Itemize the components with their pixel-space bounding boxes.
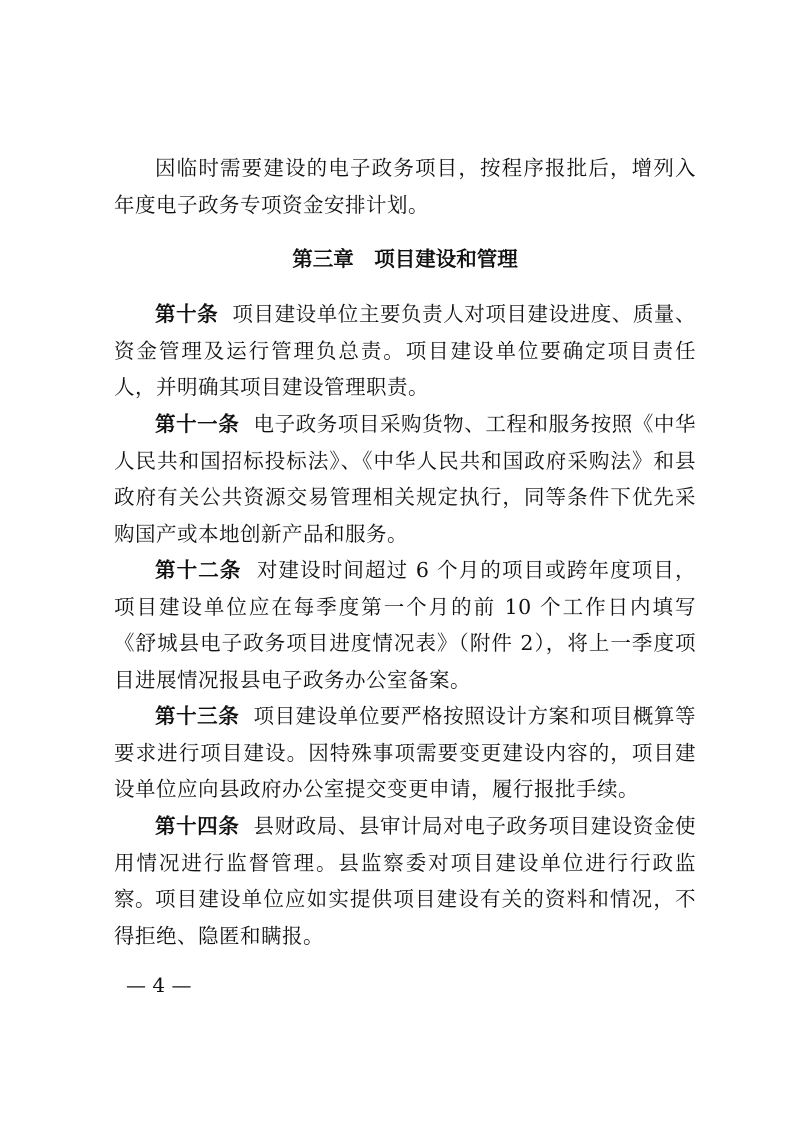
article-label: 第十条 [155, 302, 219, 326]
article-label: 第十三条 [155, 704, 240, 728]
article-11 [114, 406, 696, 552]
article-text: 对建设时间超过 6 个月的项目或跨年度项目，项目建设单位应在每季度第一个月的前 10 个工作日内填写《舒城县电子政务项目进度情况表》（附件 2），将上一季度项目进展情况报县电子政务办公室备案。 [114, 558, 696, 692]
article-text: 电子政务项目采购货物、工程和服务按照《中华人民共和国招标投标法》、《中华人民共和国政府采购法》和县政府有关公共资源交易管理相关规定执行，同等条件下优先采购国产或本地创新产品和服务。 [114, 412, 697, 546]
page-number: — 4 — [126, 973, 192, 997]
article-10 [114, 296, 696, 406]
chapter-heading: 第三章 项目建设和管理 [292, 247, 518, 271]
article-text: 项目建设单位要严格按照设计方案和项目概算等要求进行项目建设。因特殊事项需要变更建设内容的，项目建设单位应向县政府办公室提交变更申请，履行报批手续。 [114, 704, 697, 801]
paragraph-closing [114, 881, 696, 954]
paragraph-intro [114, 150, 696, 223]
article-label: 第十二条 [155, 558, 242, 582]
article-text: 项目建设单位主要负责人对项目建设进度、质量、资金管理及运行管理负总责。项目建设单位要确定项目责任人，并明确其项目建设管理职责。 [114, 302, 696, 399]
article-13 [114, 698, 696, 808]
article-text: 县财政局、县审计局对电子政务项目建设资金使用情况进行监督管理。县监察委对项目建设单位进行行政监察。 [114, 814, 697, 911]
paragraph-text: 因临时需要建设的电子政务项目，按程序报批后，增列入年度电子政务专项资金安排计划。 [114, 156, 696, 217]
article-label: 第十一条 [155, 412, 240, 436]
article-label: 第十四条 [155, 814, 240, 838]
article-12 [114, 552, 696, 698]
paragraph-text: 项目建设单位应如实提供项目建设有关的资料和情况，不得拒绝、隐匿和瞒报。 [114, 887, 696, 948]
